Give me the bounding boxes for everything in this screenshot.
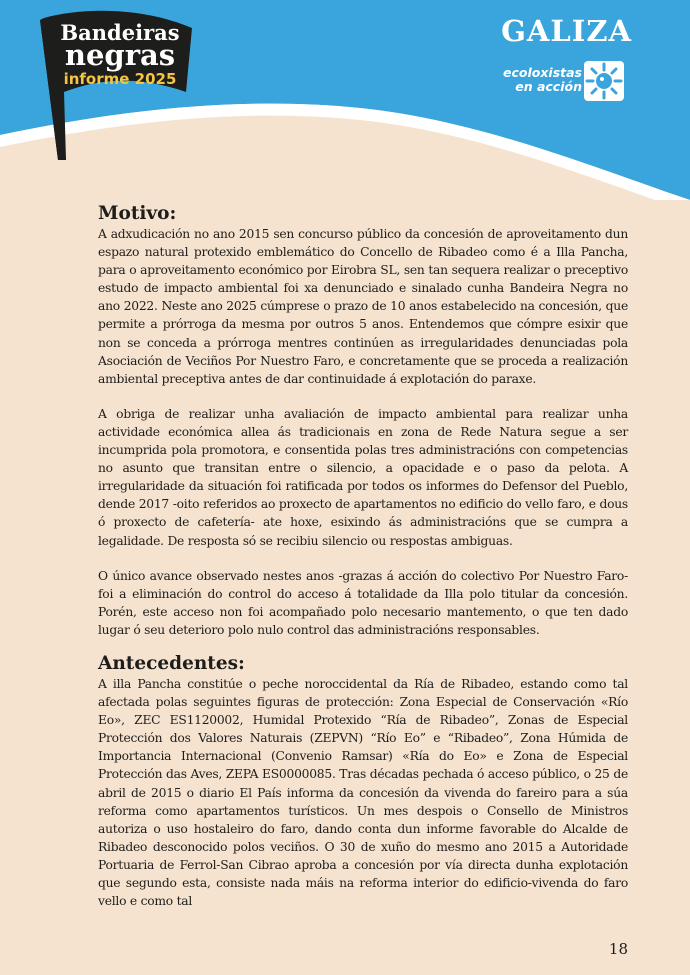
org-name-line2: en acción [515,79,582,94]
section-heading-motivo: Motivo: [98,203,177,224]
region-title: GALIZA [501,14,632,48]
paragraph: O único avance observado nestes anos -grazas á acción do colectivo Por Nuestro Faro- foi a eliminación do control do acceso á totalidade da Illa polo titular da concesión. Porén, este acceso non foi acompañado polo necesario mantemento, o que ten dado lugar ó seu deterioro polo nulo control das administracións responsables. [98,568,628,637]
flag-line-1: Bandeiras [60,20,180,45]
section-heading-antecedentes: Antecedentes: [98,652,245,674]
org-name-line1: ecoloxistas [503,65,582,80]
sun-logo-icon [583,60,625,102]
paragraph: A obriga de realizar unha avaliación de impacto ambiental para realizar unha actividade económica allea ás tradicionais en zona de Rede Natura segue a ser incumprida pola promotora, e consentida polas tres administracións con competencias no asunto que transitan entre o silencio, a opacidade e o paso da pelota. A irregularidade da situación foi ratificada por todos os informes do Defensor del Pueblo, dende 2017 -oito referidos ao proxecto de apartamentos no edificio do vello faro, e dous ó proxecto de cafetería- ate hoxe, esixindo ás administracións que se cumpra a legalidade. De resposta só se recibiu silencio ou respostas ambiguas. [98,406,628,548]
flag-line-2: negras [64,38,176,72]
org-name [497,66,582,94]
page-number: 18 [608,940,628,958]
paragraph: A illa Pancha constitúe o peche noroccidental da Ría de Ribadeo, estando como tal afectada polas seguintes figuras de protección: Zona Especial de Conservación «Río Eo», ZEC ES1120002, Humidal Protexido “Ría de Ribadeo”, Zonas de Especial Protección dos Valores Naturais (ZEPVN) “Río Eo” e “Ribadeo”, Zona Húmida de Importancia Internacional (Convenio Ramsar) «Ría do Eo» e Zona de Especial Protección das Aves, ZEPA ES0000085. Tras décadas pechada ó acceso público, o 25 de abril de 2015 o diario El País informa da concesión da vivenda do fareiro para a súa reforma como apartamentos turísticos. Un mes despois o Consello de Ministros autoriza o uso hostaleiro do faro, dando conta dun informe favorable do Alcalde de Ribadeo desconocido polos veciños. O 30 de xuño do mesmo ano 2015 a Autoridade Portuaria de Ferrol-San Cibrao aproba a concesión por vía directa dunha explotación que segundo esta, consiste nada máis na reforma interior do edificio-vivenda do faro vello e como tal [98,676,628,909]
main-content [98,203,628,910]
flag-line-3: informe 2025 [63,70,177,88]
paragraph: A adxudicación no ano 2015 sen concurso público da concesión de aproveitamento dun espazo natural protexido emblemático do Concello de Ribadeo como é a Illa Pancha, para o aproveitamento económico por Eirobra SL, sen tan sequera realizar o preceptivo estudo de impacto ambiental foi xa denunciado e sinalado cunha Bandeira Negra no ano 2022. Neste ano 2025 cúmprese o prazo de 10 anos estabelecido na concesión, que permite a prórroga da mesma por outros 5 anos. Entendemos que cómpre esixir que non se conceda a prórroga mentres continúen as irregularidades denunciadas pola Asociación de Veciños Por Nuestro Faro, e concretamente que se proceda a realización ambiental preceptiva antes de dar continuidade á explotación do paraxe. [98,227,628,386]
report-flag-title [55,22,185,87]
